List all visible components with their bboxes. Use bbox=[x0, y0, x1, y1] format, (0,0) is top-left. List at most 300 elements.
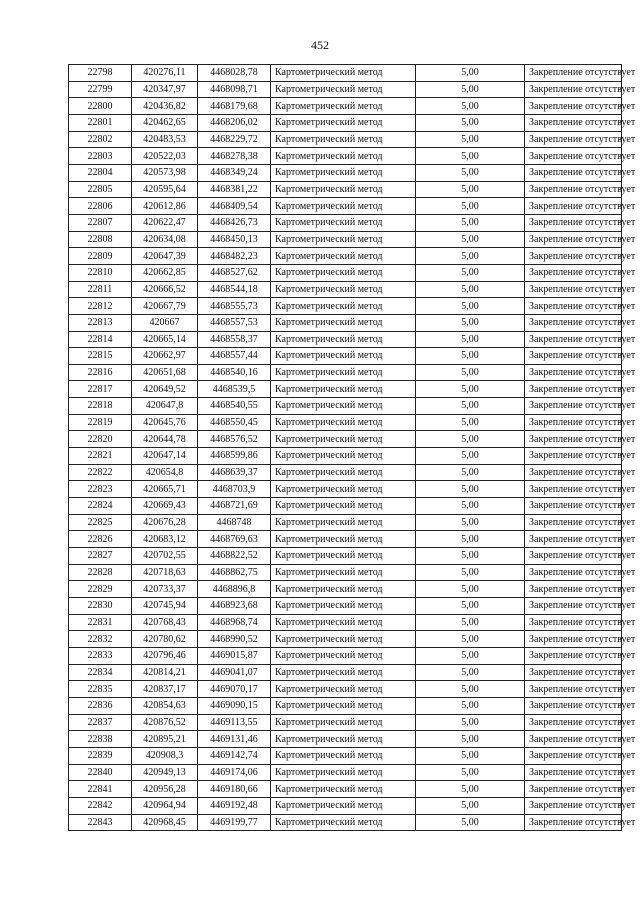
fixing-cell: Закрепление отсутствует bbox=[525, 781, 622, 798]
point-number-cell: 22839 bbox=[69, 747, 132, 764]
x-coordinate-cell: 420347,97 bbox=[132, 81, 198, 98]
fixing-cell: Закрепление отсутствует bbox=[525, 164, 622, 181]
accuracy-cell: 5,00 bbox=[416, 398, 525, 415]
accuracy-cell: 5,00 bbox=[416, 664, 525, 681]
fixing-cell: Закрепление отсутствует bbox=[525, 381, 622, 398]
table-row bbox=[69, 431, 622, 448]
point-number-cell: 22822 bbox=[69, 464, 132, 481]
method-cell: Картометрический метод bbox=[271, 598, 416, 615]
x-coordinate-cell: 420667 bbox=[132, 314, 198, 331]
fixing-cell: Закрепление отсутствует bbox=[525, 181, 622, 198]
method-cell: Картометрический метод bbox=[271, 198, 416, 215]
point-number-cell: 22806 bbox=[69, 198, 132, 215]
x-coordinate-cell: 420949,13 bbox=[132, 764, 198, 781]
y-coordinate-cell: 4468822,52 bbox=[198, 548, 271, 565]
accuracy-cell: 5,00 bbox=[416, 697, 525, 714]
table-row bbox=[69, 298, 622, 315]
y-coordinate-cell: 4468748 bbox=[198, 514, 271, 531]
table-row bbox=[69, 364, 622, 381]
table-row bbox=[69, 231, 622, 248]
table-row bbox=[69, 747, 622, 764]
point-number-cell: 22819 bbox=[69, 414, 132, 431]
accuracy-cell: 5,00 bbox=[416, 131, 525, 148]
point-number-cell: 22835 bbox=[69, 681, 132, 698]
accuracy-cell: 5,00 bbox=[416, 514, 525, 531]
y-coordinate-cell: 4469090,15 bbox=[198, 697, 271, 714]
y-coordinate-cell: 4469070,17 bbox=[198, 681, 271, 698]
point-number-cell: 22823 bbox=[69, 481, 132, 498]
method-cell: Картометрический метод bbox=[271, 631, 416, 648]
y-coordinate-cell: 4468349,24 bbox=[198, 164, 271, 181]
table-row bbox=[69, 65, 622, 82]
y-coordinate-cell: 4468540,55 bbox=[198, 398, 271, 415]
method-cell: Картометрический метод bbox=[271, 131, 416, 148]
accuracy-cell: 5,00 bbox=[416, 298, 525, 315]
accuracy-cell: 5,00 bbox=[416, 381, 525, 398]
accuracy-cell: 5,00 bbox=[416, 797, 525, 814]
accuracy-cell: 5,00 bbox=[416, 114, 525, 131]
point-number-cell: 22815 bbox=[69, 348, 132, 365]
table-row bbox=[69, 481, 622, 498]
fixing-cell: Закрепление отсутствует bbox=[525, 98, 622, 115]
y-coordinate-cell: 4468990,52 bbox=[198, 631, 271, 648]
y-coordinate-cell: 4468206,02 bbox=[198, 114, 271, 131]
accuracy-cell: 5,00 bbox=[416, 498, 525, 515]
method-cell: Картометрический метод bbox=[271, 281, 416, 298]
point-number-cell: 22830 bbox=[69, 598, 132, 615]
point-number-cell: 22798 bbox=[69, 65, 132, 82]
fixing-cell: Закрепление отсутствует bbox=[525, 681, 622, 698]
y-coordinate-cell: 4468703,9 bbox=[198, 481, 271, 498]
method-cell: Картометрический метод bbox=[271, 681, 416, 698]
accuracy-cell: 5,00 bbox=[416, 181, 525, 198]
y-coordinate-cell: 4469142,74 bbox=[198, 747, 271, 764]
method-cell: Картометрический метод bbox=[271, 797, 416, 814]
y-coordinate-cell: 4468527,62 bbox=[198, 264, 271, 281]
accuracy-cell: 5,00 bbox=[416, 248, 525, 265]
y-coordinate-cell: 4469113,55 bbox=[198, 714, 271, 731]
point-number-cell: 22833 bbox=[69, 647, 132, 664]
table-row bbox=[69, 414, 622, 431]
method-cell: Картометрический метод bbox=[271, 647, 416, 664]
y-coordinate-cell: 4468229,72 bbox=[198, 131, 271, 148]
y-coordinate-cell: 4469131,46 bbox=[198, 731, 271, 748]
point-number-cell: 22841 bbox=[69, 781, 132, 798]
method-cell: Картометрический метод bbox=[271, 448, 416, 465]
method-cell: Картометрический метод bbox=[271, 398, 416, 415]
accuracy-cell: 5,00 bbox=[416, 264, 525, 281]
y-coordinate-cell: 4469041,07 bbox=[198, 664, 271, 681]
point-number-cell: 22831 bbox=[69, 614, 132, 631]
y-coordinate-cell: 4468544,18 bbox=[198, 281, 271, 298]
fixing-cell: Закрепление отсутствует bbox=[525, 581, 622, 598]
x-coordinate-cell: 420968,45 bbox=[132, 814, 198, 831]
fixing-cell: Закрепление отсутствует bbox=[525, 148, 622, 165]
table-row bbox=[69, 264, 622, 281]
accuracy-cell: 5,00 bbox=[416, 348, 525, 365]
x-coordinate-cell: 420745,94 bbox=[132, 598, 198, 615]
y-coordinate-cell: 4468721,69 bbox=[198, 498, 271, 515]
accuracy-cell: 5,00 bbox=[416, 364, 525, 381]
fixing-cell: Закрепление отсутствует bbox=[525, 314, 622, 331]
x-coordinate-cell: 420702,55 bbox=[132, 548, 198, 565]
table-row bbox=[69, 548, 622, 565]
accuracy-cell: 5,00 bbox=[416, 581, 525, 598]
x-coordinate-cell: 420733,37 bbox=[132, 581, 198, 598]
method-cell: Картометрический метод bbox=[271, 764, 416, 781]
table-row bbox=[69, 714, 622, 731]
y-coordinate-cell: 4468557,53 bbox=[198, 314, 271, 331]
x-coordinate-cell: 420780,62 bbox=[132, 631, 198, 648]
method-cell: Картометрический метод bbox=[271, 381, 416, 398]
fixing-cell: Закрепление отсутствует bbox=[525, 281, 622, 298]
accuracy-cell: 5,00 bbox=[416, 164, 525, 181]
accuracy-cell: 5,00 bbox=[416, 331, 525, 348]
x-coordinate-cell: 420876,52 bbox=[132, 714, 198, 731]
point-number-cell: 22834 bbox=[69, 664, 132, 681]
x-coordinate-cell: 420964,94 bbox=[132, 797, 198, 814]
y-coordinate-cell: 4468639,37 bbox=[198, 464, 271, 481]
point-number-cell: 22824 bbox=[69, 498, 132, 515]
method-cell: Картометрический метод bbox=[271, 747, 416, 764]
table-row bbox=[69, 381, 622, 398]
point-number-cell: 22803 bbox=[69, 148, 132, 165]
y-coordinate-cell: 4468550,45 bbox=[198, 414, 271, 431]
accuracy-cell: 5,00 bbox=[416, 564, 525, 581]
method-cell: Картометрический метод bbox=[271, 98, 416, 115]
accuracy-cell: 5,00 bbox=[416, 681, 525, 698]
point-number-cell: 22799 bbox=[69, 81, 132, 98]
method-cell: Картометрический метод bbox=[271, 164, 416, 181]
x-coordinate-cell: 420649,52 bbox=[132, 381, 198, 398]
table-row bbox=[69, 514, 622, 531]
table-row bbox=[69, 214, 622, 231]
x-coordinate-cell: 420276,11 bbox=[132, 65, 198, 82]
x-coordinate-cell: 420595,64 bbox=[132, 181, 198, 198]
fixing-cell: Закрепление отсутствует bbox=[525, 631, 622, 648]
point-number-cell: 22801 bbox=[69, 114, 132, 131]
point-number-cell: 22814 bbox=[69, 331, 132, 348]
method-cell: Картометрический метод bbox=[271, 414, 416, 431]
accuracy-cell: 5,00 bbox=[416, 614, 525, 631]
point-number-cell: 22817 bbox=[69, 381, 132, 398]
method-cell: Картометрический метод bbox=[271, 81, 416, 98]
accuracy-cell: 5,00 bbox=[416, 598, 525, 615]
point-number-cell: 22836 bbox=[69, 697, 132, 714]
table-row bbox=[69, 664, 622, 681]
accuracy-cell: 5,00 bbox=[416, 65, 525, 82]
point-number-cell: 22828 bbox=[69, 564, 132, 581]
fixing-cell: Закрепление отсутствует bbox=[525, 731, 622, 748]
table-row bbox=[69, 248, 622, 265]
x-coordinate-cell: 420651,68 bbox=[132, 364, 198, 381]
y-coordinate-cell: 4469199,77 bbox=[198, 814, 271, 831]
table-row bbox=[69, 114, 622, 131]
method-cell: Картометрический метод bbox=[271, 531, 416, 548]
point-number-cell: 22802 bbox=[69, 131, 132, 148]
x-coordinate-cell: 420683,12 bbox=[132, 531, 198, 548]
fixing-cell: Закрепление отсутствует bbox=[525, 598, 622, 615]
fixing-cell: Закрепление отсутствует bbox=[525, 131, 622, 148]
accuracy-cell: 5,00 bbox=[416, 781, 525, 798]
y-coordinate-cell: 4468576,52 bbox=[198, 431, 271, 448]
method-cell: Картометрический метод bbox=[271, 814, 416, 831]
method-cell: Картометрический метод bbox=[271, 65, 416, 82]
fixing-cell: Закрепление отсутствует bbox=[525, 764, 622, 781]
fixing-cell: Закрепление отсутствует bbox=[525, 498, 622, 515]
y-coordinate-cell: 4468539,5 bbox=[198, 381, 271, 398]
point-number-cell: 22840 bbox=[69, 764, 132, 781]
fixing-cell: Закрепление отсутствует bbox=[525, 647, 622, 664]
fixing-cell: Закрепление отсутствует bbox=[525, 81, 622, 98]
point-number-cell: 22811 bbox=[69, 281, 132, 298]
method-cell: Картометрический метод bbox=[271, 548, 416, 565]
method-cell: Картометрический метод bbox=[271, 248, 416, 265]
table-row bbox=[69, 647, 622, 664]
x-coordinate-cell: 420647,14 bbox=[132, 448, 198, 465]
method-cell: Картометрический метод bbox=[271, 731, 416, 748]
table-row bbox=[69, 631, 622, 648]
x-coordinate-cell: 420665,14 bbox=[132, 331, 198, 348]
x-coordinate-cell: 420522,03 bbox=[132, 148, 198, 165]
table-row bbox=[69, 81, 622, 98]
table-row bbox=[69, 131, 622, 148]
fixing-cell: Закрепление отсутствует bbox=[525, 531, 622, 548]
fixing-cell: Закрепление отсутствует bbox=[525, 214, 622, 231]
fixing-cell: Закрепление отсутствует bbox=[525, 348, 622, 365]
accuracy-cell: 5,00 bbox=[416, 531, 525, 548]
method-cell: Картометрический метод bbox=[271, 614, 416, 631]
accuracy-cell: 5,00 bbox=[416, 431, 525, 448]
y-coordinate-cell: 4468599,86 bbox=[198, 448, 271, 465]
point-number-cell: 22827 bbox=[69, 548, 132, 565]
x-coordinate-cell: 420644,78 bbox=[132, 431, 198, 448]
fixing-cell: Закрепление отсутствует bbox=[525, 364, 622, 381]
table-row bbox=[69, 531, 622, 548]
table-row bbox=[69, 614, 622, 631]
method-cell: Картометрический метод bbox=[271, 697, 416, 714]
fixing-cell: Закрепление отсутствует bbox=[525, 431, 622, 448]
x-coordinate-cell: 420647,39 bbox=[132, 248, 198, 265]
fixing-cell: Закрепление отсутствует bbox=[525, 548, 622, 565]
y-coordinate-cell: 4468968,74 bbox=[198, 614, 271, 631]
x-coordinate-cell: 420667,79 bbox=[132, 298, 198, 315]
method-cell: Картометрический метод bbox=[271, 231, 416, 248]
table-row bbox=[69, 814, 622, 831]
point-number-cell: 22821 bbox=[69, 448, 132, 465]
table-row bbox=[69, 398, 622, 415]
point-number-cell: 22829 bbox=[69, 581, 132, 598]
table-row bbox=[69, 148, 622, 165]
method-cell: Картометрический метод bbox=[271, 781, 416, 798]
point-number-cell: 22820 bbox=[69, 431, 132, 448]
y-coordinate-cell: 4468426,73 bbox=[198, 214, 271, 231]
fixing-cell: Закрепление отсутствует bbox=[525, 614, 622, 631]
table-row bbox=[69, 464, 622, 481]
x-coordinate-cell: 420634,08 bbox=[132, 231, 198, 248]
point-number-cell: 22816 bbox=[69, 364, 132, 381]
y-coordinate-cell: 4468557,44 bbox=[198, 348, 271, 365]
accuracy-cell: 5,00 bbox=[416, 764, 525, 781]
point-number-cell: 22842 bbox=[69, 797, 132, 814]
table-row bbox=[69, 331, 622, 348]
x-coordinate-cell: 420483,53 bbox=[132, 131, 198, 148]
table-row bbox=[69, 448, 622, 465]
x-coordinate-cell: 420645,76 bbox=[132, 414, 198, 431]
y-coordinate-cell: 4469015,87 bbox=[198, 647, 271, 664]
fixing-cell: Закрепление отсутствует bbox=[525, 398, 622, 415]
table-row bbox=[69, 281, 622, 298]
method-cell: Картометрический метод bbox=[271, 264, 416, 281]
point-number-cell: 22818 bbox=[69, 398, 132, 415]
table-row bbox=[69, 681, 622, 698]
method-cell: Картометрический метод bbox=[271, 148, 416, 165]
fixing-cell: Закрепление отсутствует bbox=[525, 114, 622, 131]
table-row bbox=[69, 564, 622, 581]
accuracy-cell: 5,00 bbox=[416, 214, 525, 231]
x-coordinate-cell: 420814,21 bbox=[132, 664, 198, 681]
point-number-cell: 22808 bbox=[69, 231, 132, 248]
x-coordinate-cell: 420654,8 bbox=[132, 464, 198, 481]
y-coordinate-cell: 4469180,66 bbox=[198, 781, 271, 798]
point-number-cell: 22804 bbox=[69, 164, 132, 181]
method-cell: Картометрический метод bbox=[271, 431, 416, 448]
accuracy-cell: 5,00 bbox=[416, 81, 525, 98]
accuracy-cell: 5,00 bbox=[416, 414, 525, 431]
accuracy-cell: 5,00 bbox=[416, 747, 525, 764]
fixing-cell: Закрепление отсутствует bbox=[525, 797, 622, 814]
x-coordinate-cell: 420622,47 bbox=[132, 214, 198, 231]
accuracy-cell: 5,00 bbox=[416, 98, 525, 115]
fixing-cell: Закрепление отсутствует bbox=[525, 198, 622, 215]
x-coordinate-cell: 420854,63 bbox=[132, 697, 198, 714]
table-row bbox=[69, 98, 622, 115]
x-coordinate-cell: 420666,52 bbox=[132, 281, 198, 298]
table-row bbox=[69, 348, 622, 365]
point-number-cell: 22809 bbox=[69, 248, 132, 265]
table-row bbox=[69, 731, 622, 748]
fixing-cell: Закрепление отсутствует bbox=[525, 697, 622, 714]
point-number-cell: 22838 bbox=[69, 731, 132, 748]
y-coordinate-cell: 4468098,71 bbox=[198, 81, 271, 98]
x-coordinate-cell: 420676,28 bbox=[132, 514, 198, 531]
x-coordinate-cell: 420436,82 bbox=[132, 98, 198, 115]
fixing-cell: Закрепление отсутствует bbox=[525, 464, 622, 481]
fixing-cell: Закрепление отсутствует bbox=[525, 65, 622, 82]
y-coordinate-cell: 4468896,8 bbox=[198, 581, 271, 598]
point-number-cell: 22810 bbox=[69, 264, 132, 281]
table-row bbox=[69, 598, 622, 615]
fixing-cell: Закрепление отсутствует bbox=[525, 414, 622, 431]
method-cell: Картометрический метод bbox=[271, 314, 416, 331]
y-coordinate-cell: 4469174,06 bbox=[198, 764, 271, 781]
accuracy-cell: 5,00 bbox=[416, 647, 525, 664]
method-cell: Картометрический метод bbox=[271, 348, 416, 365]
x-coordinate-cell: 420612,86 bbox=[132, 198, 198, 215]
table-row bbox=[69, 781, 622, 798]
x-coordinate-cell: 420662,97 bbox=[132, 348, 198, 365]
method-cell: Картометрический метод bbox=[271, 564, 416, 581]
table-row bbox=[69, 581, 622, 598]
fixing-cell: Закрепление отсутствует bbox=[525, 264, 622, 281]
table-row bbox=[69, 198, 622, 215]
accuracy-cell: 5,00 bbox=[416, 448, 525, 465]
accuracy-cell: 5,00 bbox=[416, 314, 525, 331]
x-coordinate-cell: 420662,85 bbox=[132, 264, 198, 281]
y-coordinate-cell: 4468028,78 bbox=[198, 65, 271, 82]
accuracy-cell: 5,00 bbox=[416, 198, 525, 215]
y-coordinate-cell: 4468540,16 bbox=[198, 364, 271, 381]
fixing-cell: Закрепление отсутствует bbox=[525, 814, 622, 831]
table-row bbox=[69, 181, 622, 198]
method-cell: Картометрический метод bbox=[271, 181, 416, 198]
y-coordinate-cell: 4468558,37 bbox=[198, 331, 271, 348]
point-number-cell: 22807 bbox=[69, 214, 132, 231]
accuracy-cell: 5,00 bbox=[416, 714, 525, 731]
fixing-cell: Закрепление отсутствует bbox=[525, 564, 622, 581]
point-number-cell: 22837 bbox=[69, 714, 132, 731]
point-number-cell: 22813 bbox=[69, 314, 132, 331]
x-coordinate-cell: 420718,63 bbox=[132, 564, 198, 581]
y-coordinate-cell: 4468409,54 bbox=[198, 198, 271, 215]
y-coordinate-cell: 4468381,22 bbox=[198, 181, 271, 198]
y-coordinate-cell: 4468278,38 bbox=[198, 148, 271, 165]
accuracy-cell: 5,00 bbox=[416, 281, 525, 298]
fixing-cell: Закрепление отсутствует bbox=[525, 331, 622, 348]
fixing-cell: Закрепление отсутствует bbox=[525, 298, 622, 315]
y-coordinate-cell: 4468923,68 bbox=[198, 598, 271, 615]
table-row bbox=[69, 697, 622, 714]
y-coordinate-cell: 4468555,73 bbox=[198, 298, 271, 315]
accuracy-cell: 5,00 bbox=[416, 481, 525, 498]
method-cell: Картометрический метод bbox=[271, 514, 416, 531]
accuracy-cell: 5,00 bbox=[416, 814, 525, 831]
point-number-cell: 22832 bbox=[69, 631, 132, 648]
x-coordinate-cell: 420647,8 bbox=[132, 398, 198, 415]
method-cell: Картометрический метод bbox=[271, 581, 416, 598]
y-coordinate-cell: 4468862,75 bbox=[198, 564, 271, 581]
point-number-cell: 22843 bbox=[69, 814, 132, 831]
fixing-cell: Закрепление отсутствует bbox=[525, 714, 622, 731]
method-cell: Картометрический метод bbox=[271, 464, 416, 481]
method-cell: Картометрический метод bbox=[271, 714, 416, 731]
fixing-cell: Закрепление отсутствует bbox=[525, 448, 622, 465]
coordinates-table bbox=[68, 64, 636, 831]
method-cell: Картометрический метод bbox=[271, 664, 416, 681]
fixing-cell: Закрепление отсутствует bbox=[525, 664, 622, 681]
table-row bbox=[69, 797, 622, 814]
x-coordinate-cell: 420796,46 bbox=[132, 647, 198, 664]
x-coordinate-cell: 420908,3 bbox=[132, 747, 198, 764]
x-coordinate-cell: 420669,43 bbox=[132, 498, 198, 515]
method-cell: Картометрический метод bbox=[271, 331, 416, 348]
point-number-cell: 22826 bbox=[69, 531, 132, 548]
fixing-cell: Закрепление отсутствует bbox=[525, 747, 622, 764]
fixing-cell: Закрепление отсутствует bbox=[525, 231, 622, 248]
method-cell: Картометрический метод bbox=[271, 364, 416, 381]
accuracy-cell: 5,00 bbox=[416, 631, 525, 648]
table-row bbox=[69, 164, 622, 181]
y-coordinate-cell: 4468179,68 bbox=[198, 98, 271, 115]
accuracy-cell: 5,00 bbox=[416, 731, 525, 748]
point-number-cell: 22805 bbox=[69, 181, 132, 198]
x-coordinate-cell: 420956,28 bbox=[132, 781, 198, 798]
x-coordinate-cell: 420895,21 bbox=[132, 731, 198, 748]
method-cell: Картометрический метод bbox=[271, 114, 416, 131]
y-coordinate-cell: 4469192,48 bbox=[198, 797, 271, 814]
page-number: 452 bbox=[311, 38, 329, 52]
table-row bbox=[69, 764, 622, 781]
